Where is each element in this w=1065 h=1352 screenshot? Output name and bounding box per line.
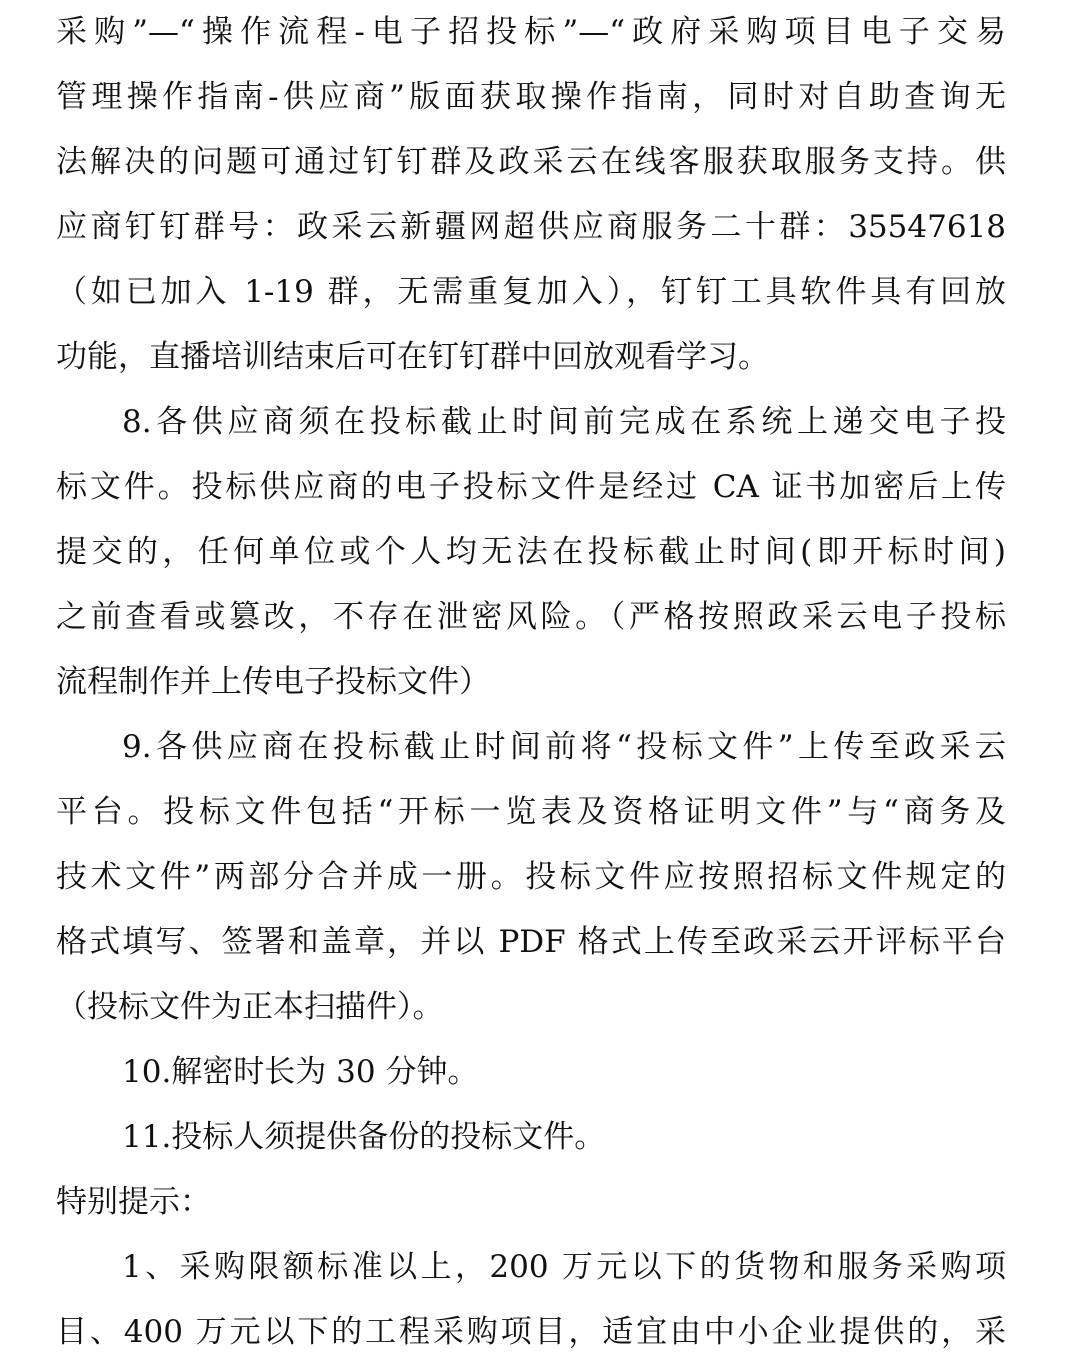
paragraph-line: 11.投标人须提供备份的投标文件。 — [122, 1119, 606, 1155]
paragraph-line: 9.各供应商在投标截止时间前将“投标文件”上传至政采云 — [122, 729, 1006, 765]
paragraph-line: 应商钉钉群号：政采云新疆网超供应商服务二十群：35547618 — [56, 209, 1006, 245]
paragraph-line: 法解决的问题可通过钉钉群及政采云在线客服获取服务支持。供 — [56, 144, 1006, 180]
paragraph-line: 之前查看或篡改，不存在泄密风险。（严格按照政采云电子投标 — [56, 599, 1006, 635]
section-heading: 特别提示： — [56, 1184, 211, 1220]
paragraph-line: 功能，直播培训结束后可在钉钉群中回放观看学习。 — [56, 339, 769, 375]
paragraph-line: 8.各供应商须在投标截止时间前完成在系统上递交电子投 — [122, 404, 1006, 440]
paragraph-line: 提交的，任何单位或个人均无法在投标截止时间(即开标时间) — [56, 534, 1006, 570]
paragraph-line: （如已加入 1-19 群，无需重复加入），钉钉工具软件具有回放 — [56, 274, 1006, 310]
paragraph-line: 10.解密时长为 30 分钟。 — [122, 1054, 479, 1090]
paragraph-line: 采购”—“操作流程-电子招投标”—“政府采购项目电子交易 — [56, 14, 1006, 50]
paragraph-line: （投标文件为正本扫描件）。 — [56, 989, 444, 1025]
paragraph-line: 平台。投标文件包括“开标一览表及资格证明文件”与“商务及 — [56, 794, 1006, 830]
paragraph-line: 流程制作并上传电子投标文件） — [56, 664, 490, 700]
paragraph-line: 管理操作指南-供应商”版面获取操作指南，同时对自助查询无 — [56, 79, 1006, 115]
paragraph-line: 目、400 万元以下的工程采购项目，适宜由中小企业提供的，采 — [56, 1314, 1006, 1350]
paragraph-line: 1、采购限额标准以上，200 万元以下的货物和服务采购项 — [122, 1249, 1006, 1285]
paragraph-line: 标文件。投标供应商的电子投标文件是经过 CA 证书加密后上传 — [56, 469, 1006, 505]
paragraph-line: 技术文件”两部分合并成一册。投标文件应按照招标文件规定的 — [56, 859, 1006, 895]
paragraph-line: 格式填写、签署和盖章，并以 PDF 格式上传至政采云开评标平台 — [56, 924, 1006, 960]
